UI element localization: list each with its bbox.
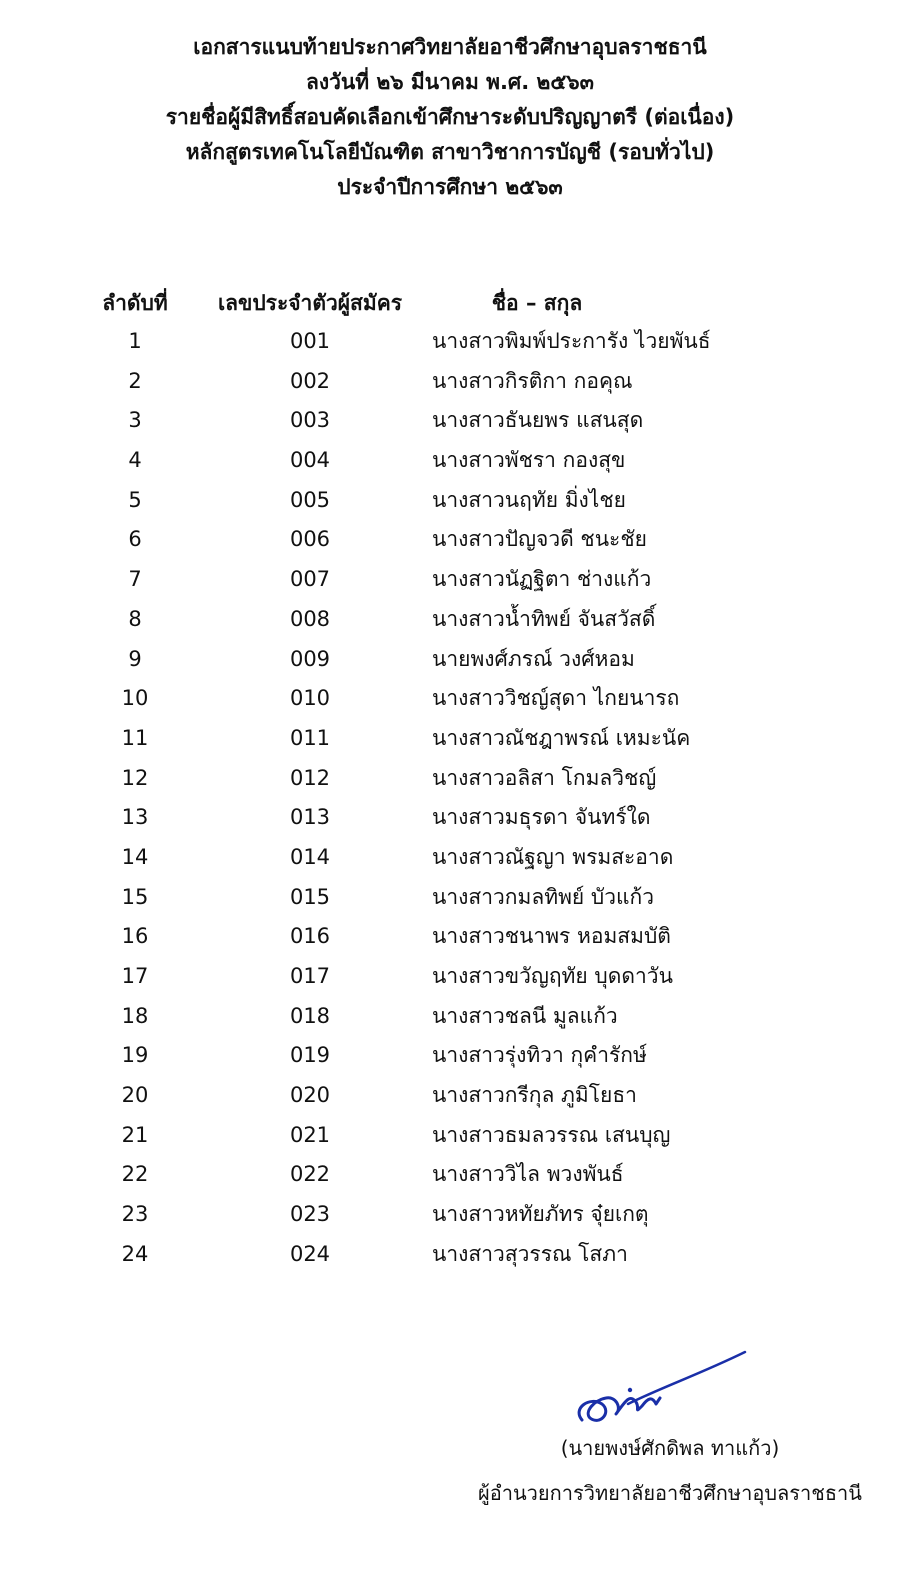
header-line: เอกสารแนบท้ายประกาศวิทยาลัยอาชีวศึกษาอุบลราชธานี <box>193 35 707 59</box>
full-name-cell: นางสาวธันยพร แสนสุด <box>432 408 644 433</box>
full-name-cell: นางสาวรุ่งทิวา กุคำรักษ์ <box>432 1043 647 1068</box>
table-row <box>0 1076 900 1116</box>
table-row <box>0 679 900 719</box>
order-cell: 15 <box>121 884 149 909</box>
applicant-id-cell: 018 <box>289 1003 331 1028</box>
table-row <box>0 838 900 878</box>
table-row <box>0 401 900 441</box>
applicant-id-cell: 019 <box>289 1043 331 1068</box>
applicant-id-cell: 017 <box>289 964 331 988</box>
full-name-cell: นางสาวนัฏฐิตา ช่างแก้ว <box>432 567 652 592</box>
document-header <box>0 30 900 205</box>
table-body <box>0 322 900 1275</box>
applicant-id-cell: 014 <box>289 844 331 869</box>
table-row <box>0 1036 900 1076</box>
full-name-cell: นางสาวพิมพ์ประการัง ไวยพันธ์ <box>432 329 711 353</box>
column-header-applicant-id: เลขประจำตัวผู้สมัคร <box>217 291 403 315</box>
full-name-cell: นางสาวชนาพร หอมสมบัติ <box>432 924 671 949</box>
full-name-cell: นางสาวขวัญฤทัย บุดดาวัน <box>432 964 673 988</box>
applicant-id-cell: 001 <box>289 329 331 353</box>
column-header-full-name: ชื่อ – สกุล <box>491 291 583 315</box>
signature <box>560 1338 760 1438</box>
order-cell: 20 <box>121 1083 149 1108</box>
order-cell: 6 <box>128 527 142 552</box>
column-header-order: ลำดับที่ <box>102 291 168 315</box>
table-row <box>0 878 900 918</box>
applicant-id-cell: 004 <box>289 448 331 473</box>
table-row <box>0 957 900 997</box>
order-cell: 21 <box>121 1122 149 1147</box>
table-row <box>0 640 900 680</box>
table-row <box>0 1235 900 1275</box>
applicant-table <box>0 284 900 1275</box>
signer-name: (นายพงษ์ศักดิพล ทาแก้ว) <box>560 1436 780 1460</box>
signature-stroke <box>579 1398 660 1421</box>
table-row <box>0 520 900 560</box>
applicant-id-cell: 007 <box>289 567 331 592</box>
order-cell: 3 <box>128 408 142 433</box>
order-cell: 24 <box>121 1241 149 1266</box>
table-row <box>0 481 900 521</box>
table-row <box>0 997 900 1037</box>
table-row <box>0 1116 900 1156</box>
full-name-cell: นางสาวปัญจวดี ชนะชัย <box>432 527 647 552</box>
applicant-id-cell: 003 <box>289 408 331 433</box>
full-name-cell: นางสาวชลนี มูลแก้ว <box>432 1003 618 1028</box>
table-row <box>0 560 900 600</box>
full-name-cell: นางสาวณัชฎาพรณ์ เหมะนัค <box>432 725 691 750</box>
full-name-cell: นางสาวอลิสา โกมลวิชญ์ <box>432 765 657 790</box>
order-cell: 12 <box>121 765 149 790</box>
order-cell: 8 <box>128 606 142 631</box>
order-cell: 4 <box>128 448 142 473</box>
full-name-cell: นางสาวหทัยภัทร จุ๋ยเกตุ <box>432 1202 649 1227</box>
table-row <box>0 441 900 481</box>
signature-dot <box>628 1388 632 1392</box>
table-row <box>0 798 900 838</box>
full-name-cell: นางสาวณัฐญา พรมสะอาด <box>432 844 674 869</box>
table-row <box>0 1155 900 1195</box>
signature-flourish <box>628 1352 745 1404</box>
order-cell: 7 <box>128 567 142 592</box>
order-cell: 19 <box>121 1043 149 1068</box>
full-name-cell: นางสาวพัชรา กองสุข <box>432 448 626 473</box>
applicant-id-cell: 013 <box>289 805 331 830</box>
full-name-cell: นางสาวมธุรดา จันทร์ใด <box>432 805 651 830</box>
order-cell: 11 <box>121 725 149 750</box>
full-name-cell: นางสาวน้ำทิพย์ จันสวัสดิ์ <box>432 606 656 631</box>
table-row <box>0 362 900 402</box>
full-name-cell: นางสาวกมลทิพย์ บัวแก้ว <box>432 884 655 909</box>
table-row <box>0 719 900 759</box>
applicant-id-cell: 008 <box>289 606 331 631</box>
applicant-id-cell: 021 <box>289 1122 331 1147</box>
order-cell: 5 <box>128 487 142 512</box>
table-row <box>0 600 900 640</box>
order-cell: 17 <box>121 964 149 988</box>
applicant-id-cell: 015 <box>289 884 331 909</box>
applicant-id-cell: 011 <box>289 725 331 750</box>
order-cell: 10 <box>121 686 149 711</box>
applicant-id-cell: 006 <box>289 527 331 552</box>
table-row <box>0 322 900 362</box>
applicant-id-cell: 010 <box>289 686 331 711</box>
table-row <box>0 759 900 799</box>
full-name-cell: นางสาวสุวรรณ โสภา <box>432 1241 628 1266</box>
order-cell: 22 <box>121 1162 149 1187</box>
full-name-cell: นางสาวนฤทัย มิ่งไชย <box>432 487 626 512</box>
header-line: ประจำปีการศึกษา ๒๕๖๓ <box>337 175 563 199</box>
full-name-cell: นางสาวธมลวรรณ เสนบุญ <box>432 1122 671 1147</box>
applicant-id-cell: 022 <box>289 1162 331 1187</box>
full-name-cell: นางสาววิชญ์สุดา ไกยนารถ <box>432 686 680 711</box>
order-cell: 16 <box>121 924 149 949</box>
applicant-id-cell: 005 <box>289 487 331 512</box>
order-cell: 23 <box>121 1202 149 1227</box>
applicant-id-cell: 023 <box>289 1202 331 1227</box>
applicant-id-cell: 020 <box>289 1083 331 1108</box>
order-cell: 9 <box>128 646 142 671</box>
order-cell: 18 <box>121 1003 149 1028</box>
full-name-cell: นายพงศ์ภรณ์ วงศ์หอม <box>432 646 635 671</box>
full-name-cell: นางสาวกิรติกา กอคุณ <box>432 368 633 393</box>
applicant-id-cell: 024 <box>289 1241 331 1266</box>
signer-title: ผู้อำนวยการวิทยาลัยอาชีวศึกษาอุบลราชธานี <box>478 1481 862 1505</box>
table-row <box>0 917 900 957</box>
order-cell: 1 <box>128 329 142 353</box>
table-row <box>0 1195 900 1235</box>
applicant-id-cell: 016 <box>289 924 331 949</box>
order-cell: 13 <box>121 805 149 830</box>
full-name-cell: นางสาวกรีกุล ภูมิโยธา <box>432 1083 637 1108</box>
applicant-id-cell: 002 <box>289 368 331 393</box>
order-cell: 2 <box>128 368 142 393</box>
header-line: รายชื่อผู้มีสิทธิ์สอบคัดเลือกเข้าศึกษาระดับปริญญาตรี (ต่อเนื่อง) <box>165 105 735 129</box>
applicant-id-cell: 012 <box>289 765 331 790</box>
header-line: หลักสูตรเทคโนโลยีบัณฑิต สาขาวิชาการบัญชี (รอบทั่วไป) <box>185 140 715 164</box>
header-line: ลงวันที่ ๒๖ มีนาคม พ.ศ. ๒๕๖๓ <box>306 70 594 94</box>
order-cell: 14 <box>121 844 149 869</box>
applicant-id-cell: 009 <box>289 646 331 671</box>
full-name-cell: นางสาววิไล พวงพันธ์ <box>432 1162 624 1187</box>
table-header-row <box>0 284 900 322</box>
